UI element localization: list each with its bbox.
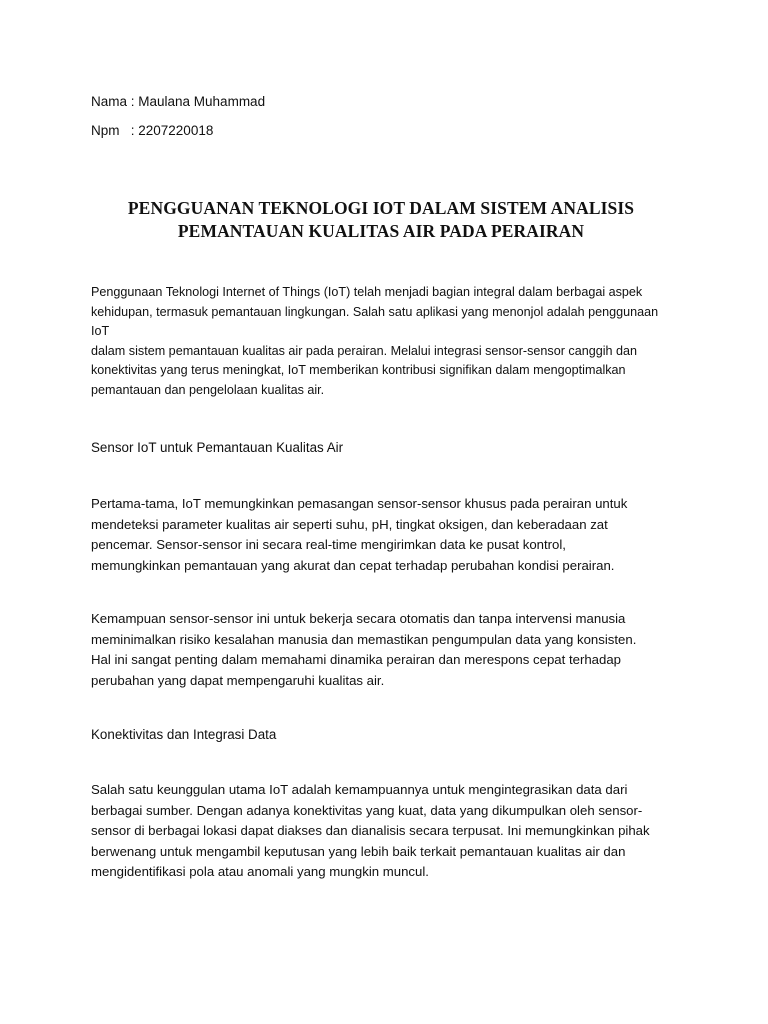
paragraph-sensor-2: Kemampuan sensor-sensor ini untuk bekerja secara otomatis dan tanpa intervensi manusia meminimalkan risiko kesalahan manusia dan memastikan pengumpulan data yang konsisten. Hal ini sangat penting dalam memahami dinamika perairan dan merespons cepat terhadap perubahan yang dapat mempengaruhi kualitas air. <box>91 611 637 688</box>
paragraph-sensor-1: Pertama-tama, IoT memungkinkan pemasangan sensor-sensor khusus pada perairan untuk mendeteksi parameter kualitas air seperti suhu, pH, tingkat oksigen, dan keberadaan zat pencemar. Sensor-sensor ini secara real-time mengirimkan data ke pusat kontrol, memungkinkan pemantauan yang akurat dan cepat terhadap perubahan kondisi perairan. <box>91 496 628 573</box>
student-npm: Npm : 2207220018 <box>91 123 214 138</box>
document-content <box>91 92 671 883</box>
section-heading-connectivity: Konektivitas dan Integrasi Data <box>91 727 277 742</box>
intro-paragraph: Penggunaan Teknologi Internet of Things (IoT) telah menjadi bagian integral dalam berbagai aspek kehidupan, termasuk pemantauan lingkungan. Salah satu aplikasi yang menonjol adalah penggunaan IoT dalam sistem pemantauan kualitas air pada perairan. Melalui integrasi sensor-sensor canggih dan konektivitas yang terus meningkat, IoT memberikan kontribusi signifikan dalam mengoptimalkan pemantauan dan pengelolaan kualitas air. <box>91 285 659 397</box>
student-name: Nama : Maulana Muhammad <box>91 94 266 109</box>
document-title: PENGGUANAN TEKNOLOGI IOT DALAM SISTEM ANALISIS PEMANTAUAN KUALITAS AIR PADA PERAIRAN <box>127 198 635 241</box>
paragraph-connectivity: Salah satu keunggulan utama IoT adalah kemampuannya untuk mengintegrasikan data dari berbagai sumber. Dengan adanya konektivitas yang kuat, data yang dikumpulkan oleh sensor- sensor di berbagai lokasi dapat diakses dan dianalisis secara terpusat. Ini memungkinkan pihak berwenang untuk mengambil keputusan yang lebih baik terkait pemantauan kualitas air dan mengidentifikasi pola atau anomali yang mungkin muncul. <box>91 782 650 879</box>
section-heading-sensor: Sensor IoT untuk Pemantauan Kualitas Air <box>91 440 344 455</box>
